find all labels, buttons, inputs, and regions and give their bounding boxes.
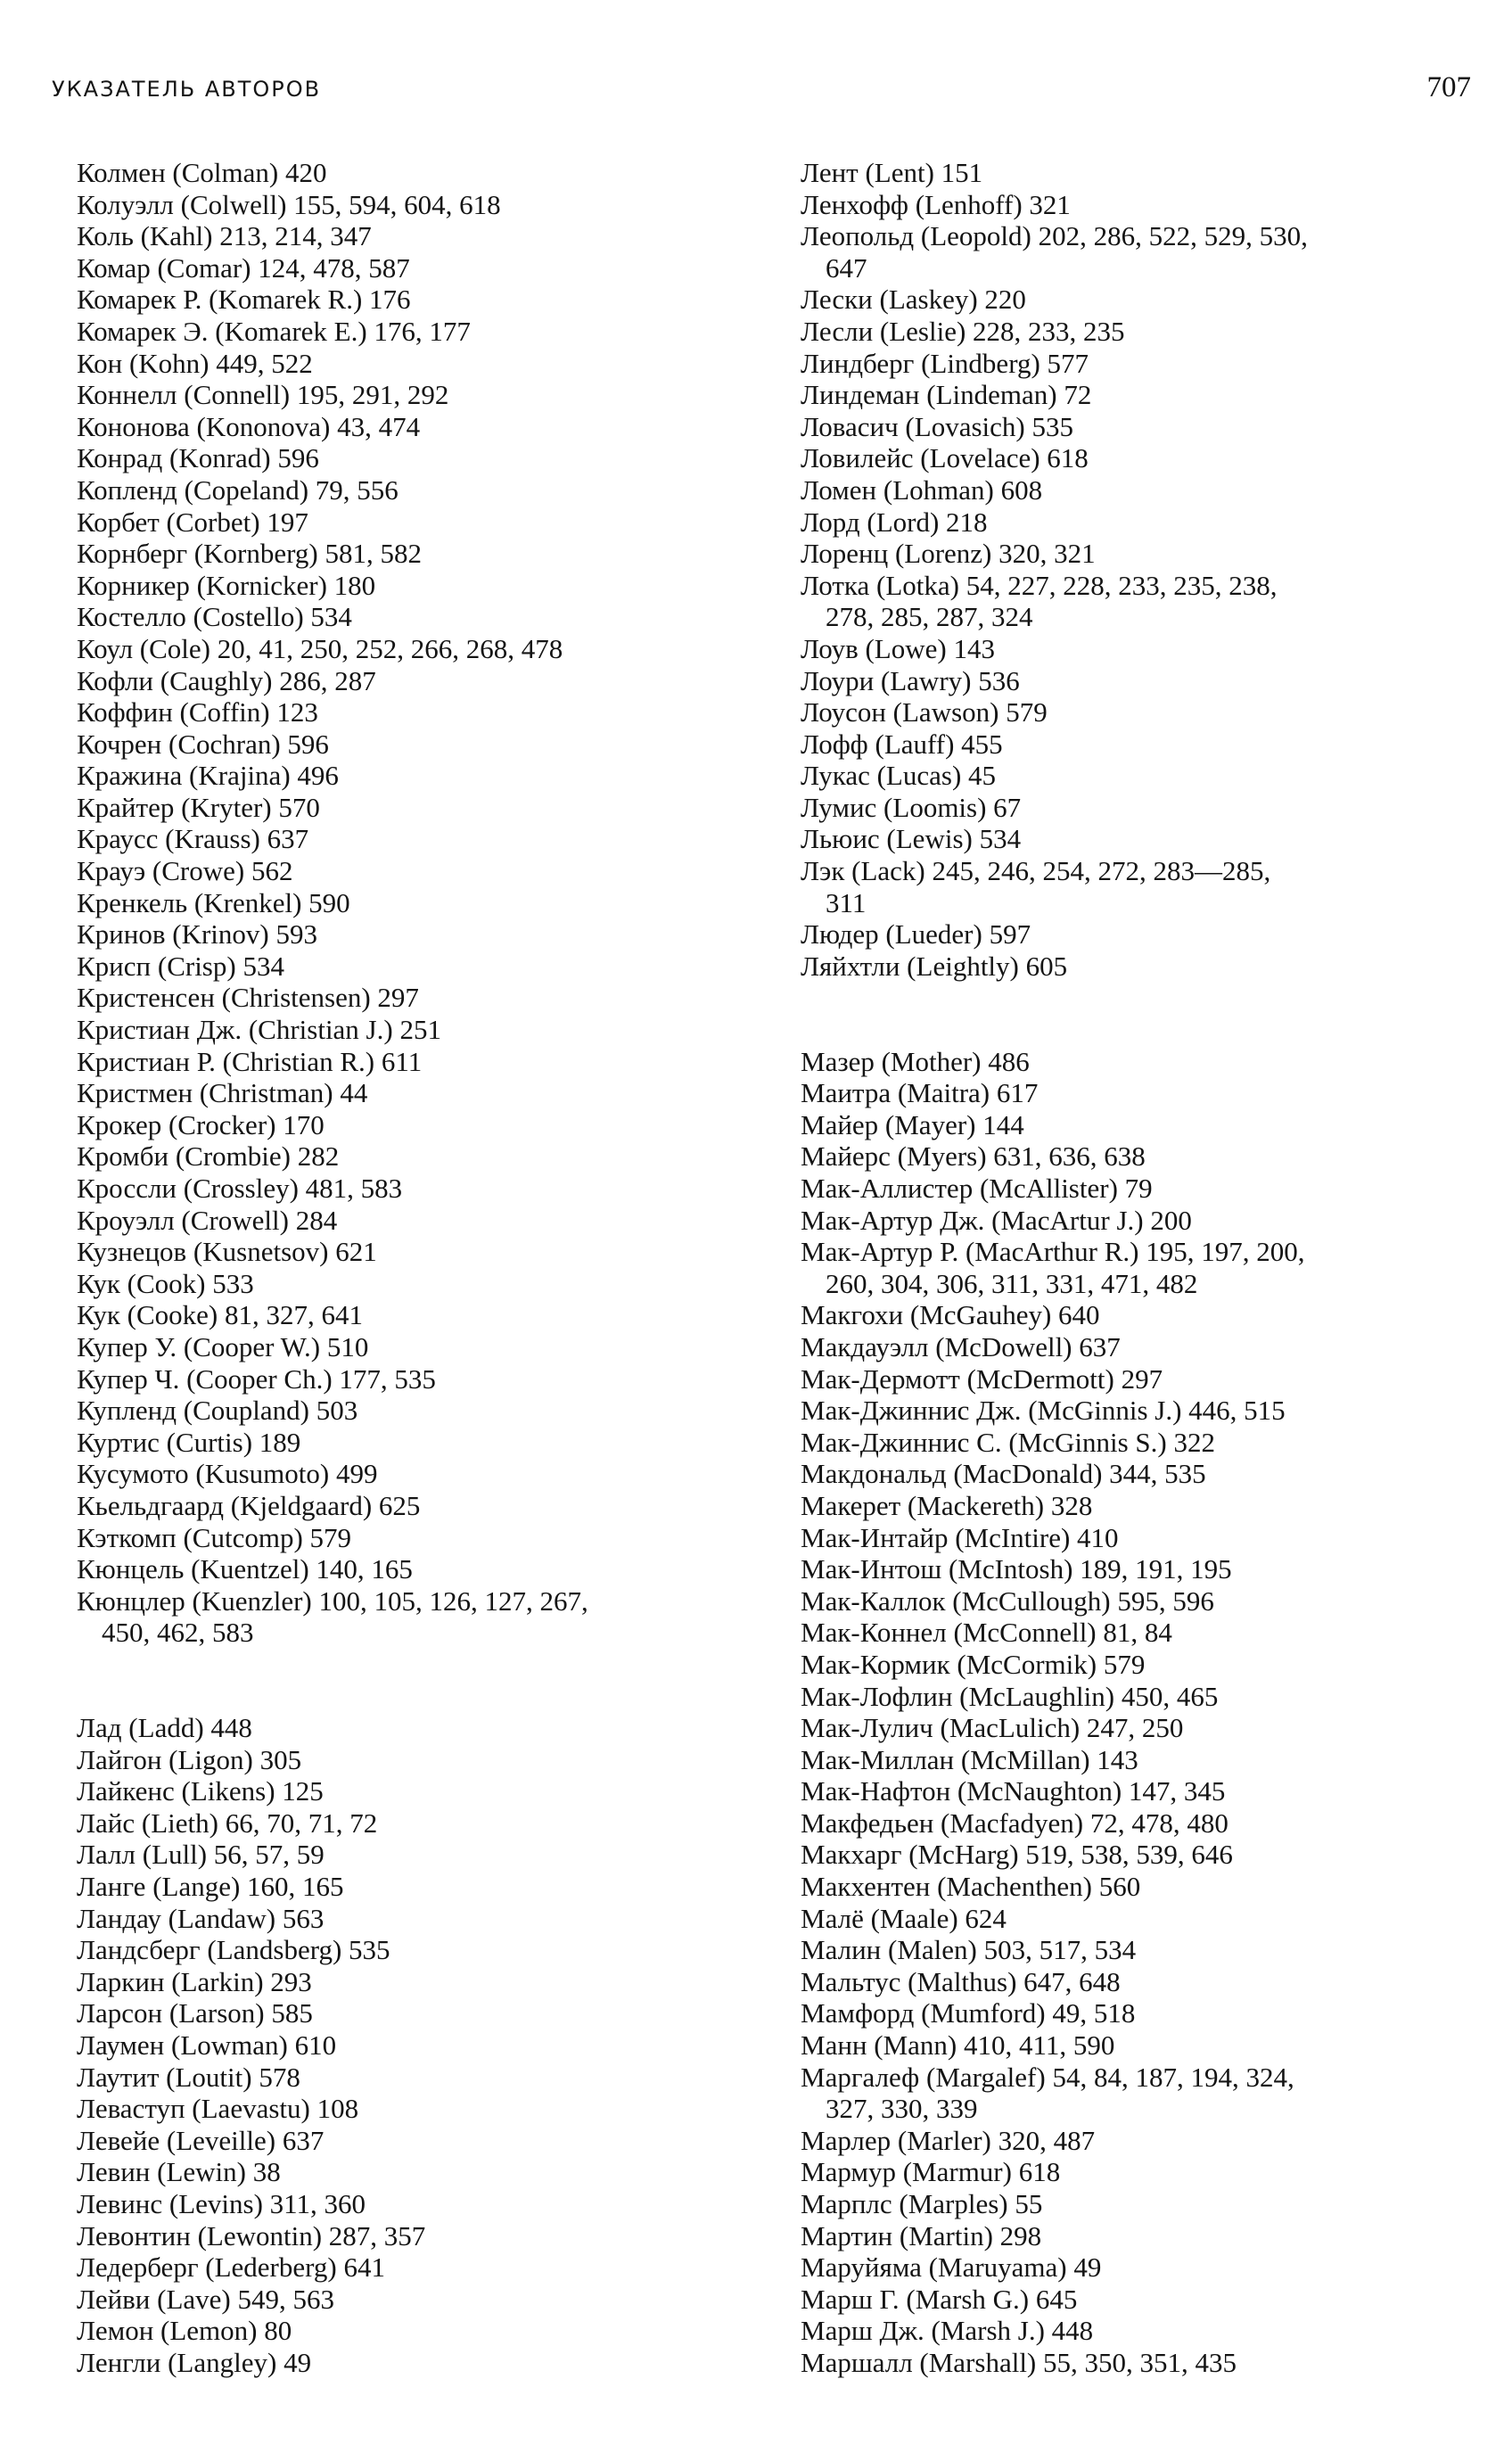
- index-entry: [801, 1871, 1469, 1903]
- index-entry-text: Линдеман (Lindeman) 72: [801, 379, 1092, 411]
- index-entry: [77, 1997, 745, 2029]
- index-entry-text: Линдберг (Lindberg) 577: [801, 347, 1089, 379]
- index-entry: [801, 696, 1469, 728]
- index-entry-text: Коул (Cole) 20, 41, 250, 252, 266, 268, 478: [77, 632, 563, 664]
- index-entry-text: Мак-Кормик (McCormik) 579: [801, 1648, 1146, 1680]
- index-entry-continuation: 327, 330, 339: [826, 2093, 978, 2125]
- index-entry-text: Мак-Артур Р. (MacArthur R.) 195, 197, 200,: [801, 1236, 1305, 1268]
- index-entry: [77, 1427, 745, 1459]
- index-entry: [801, 2220, 1469, 2252]
- index-entry: [77, 570, 745, 602]
- index-entry-text: Мак-Нафтон (McNaughton) 147, 345: [801, 1775, 1226, 1807]
- index-entry-continuation: 260, 304, 306, 311, 331, 471, 482: [826, 1267, 1198, 1299]
- index-entry-text: Лаутит (Loutit) 578: [77, 2061, 300, 2093]
- index-entry: [801, 2251, 1469, 2284]
- index-entry-text: Маруйяма (Maruyama) 49: [801, 2251, 1102, 2284]
- index-entry-text: Колмен (Colman) 420: [77, 157, 327, 188]
- section-gap: [77, 1649, 745, 1712]
- index-entry: [77, 2029, 745, 2062]
- index-section-l: [77, 1712, 745, 2378]
- index-entry: [77, 2220, 745, 2252]
- index-entry: [77, 1966, 745, 1998]
- index-entry-text: Колуэлл (Colwell) 155, 594, 604, 618: [77, 188, 501, 220]
- index-entry: [801, 348, 1469, 380]
- index-entry: [77, 918, 745, 951]
- index-entry-text: Ландсберг (Landsberg) 535: [77, 1934, 390, 1966]
- index-entry-text: Мак-Джиннис С. (McGinnis S.) 322: [801, 1426, 1215, 1458]
- index-column-left: [77, 157, 745, 2379]
- index-entry: [801, 1236, 1469, 1299]
- index-entry: [77, 2347, 745, 2379]
- index-entry-text: Маршалл (Marshall) 55, 350, 351, 435: [801, 2346, 1237, 2378]
- index-entry: [801, 823, 1469, 855]
- index-entry-text: Мамфорд (Mumford) 49, 518: [801, 1997, 1136, 2029]
- index-entry: [77, 1046, 745, 1078]
- index-entry-text: Лад (Ladd) 448: [77, 1712, 252, 1744]
- index-entry-text: Лофф (Lauff) 455: [801, 728, 1003, 760]
- index-entry-text: Ляйхтли (Leightly) 605: [801, 950, 1068, 982]
- index-entry: [77, 823, 745, 855]
- index-entry-text: Ленхофф (Lenhoff) 321: [801, 188, 1071, 220]
- index-entry: [801, 1585, 1469, 1617]
- index-entry: [801, 1617, 1469, 1649]
- index-entry: [801, 442, 1469, 474]
- index-entry: [77, 1077, 745, 1109]
- index-entry-text: Кристенсен (Christensen) 297: [77, 982, 419, 1014]
- index-entry-text: Ланге (Lange) 160, 165: [77, 1871, 344, 1903]
- index-entry-text: Левонтин (Lewontin) 287, 357: [77, 2219, 426, 2251]
- index-entry-text: Манн (Mann) 410, 411, 590: [801, 2029, 1115, 2062]
- index-entry-text: Левинс (Levins) 311, 360: [77, 2188, 366, 2219]
- index-entry: [801, 2347, 1469, 2379]
- index-entry: [77, 506, 745, 539]
- index-entry-text: Кристиан Дж. (Christian J.) 251: [77, 1014, 441, 1046]
- index-entry: [77, 887, 745, 919]
- index-entry: [801, 2315, 1469, 2347]
- index-entry: [77, 1871, 745, 1903]
- index-entry-text: Кроуэлл (Crowell) 284: [77, 1204, 338, 1236]
- index-entry-text: Кон (Kohn) 449, 522: [77, 347, 313, 379]
- index-entry-text: Кристмен (Christman) 44: [77, 1077, 368, 1109]
- index-entry-text: Людер (Lueder) 597: [801, 918, 1031, 951]
- index-entry: [801, 1363, 1469, 1395]
- index-entry: [77, 348, 745, 380]
- index-entry-text: Кристиан Р. (Christian R.) 611: [77, 1045, 423, 1077]
- index-entry-text: Лемон (Lemon) 80: [77, 2315, 292, 2347]
- index-entry: [77, 2093, 745, 2125]
- index-entry: [77, 855, 745, 887]
- index-entry: [77, 951, 745, 983]
- index-entry: [77, 474, 745, 506]
- index-entry-text: Лоури (Lawry) 536: [801, 664, 1020, 696]
- index-entry-text: Лайс (Lieth) 66, 70, 71, 72: [77, 1807, 378, 1839]
- index-entry: [801, 411, 1469, 443]
- index-entry: [801, 538, 1469, 570]
- index-entry-text: Лоув (Lowe) 143: [801, 632, 995, 664]
- index-entry-text: Кузнецов (Kusnetsov) 621: [77, 1236, 377, 1268]
- index-entry-text: Марплс (Marples) 55: [801, 2188, 1043, 2219]
- index-entry-text: Мак-Интайр (McIntire) 410: [801, 1521, 1119, 1553]
- index-entry: [77, 1458, 745, 1490]
- index-entry-text: Коннелл (Connell) 195, 291, 292: [77, 379, 449, 411]
- index-entry-text: Левин (Lewin) 38: [77, 2156, 281, 2188]
- index-entry: [77, 1236, 745, 1268]
- index-entry-text: Малин (Malen) 503, 517, 534: [801, 1934, 1137, 1966]
- index-entry-text: Крокер (Crocker) 170: [77, 1108, 325, 1140]
- index-entry-text: Кюнцлер (Kuenzler) 100, 105, 126, 127, 267,: [77, 1585, 588, 1617]
- index-entry-text: Конрад (Konrad) 596: [77, 442, 319, 474]
- index-entry-text: Лотка (Lotka) 54, 227, 228, 233, 235, 238,: [801, 569, 1278, 601]
- index-entry: [801, 728, 1469, 761]
- index-entry: [801, 1299, 1469, 1331]
- index-entry-text: Макхарг (McHarg) 519, 538, 539, 646: [801, 1839, 1233, 1871]
- index-entry-text: Лайгон (Ligon) 305: [77, 1743, 302, 1775]
- index-entry: [801, 189, 1469, 221]
- index-entry-text: Леопольд (Leopold) 202, 286, 522, 529, 530,: [801, 220, 1308, 252]
- index-entry-text: Костелло (Costello) 534: [77, 601, 352, 633]
- index-entry-text: Крайтер (Kryter) 570: [77, 791, 320, 823]
- index-entry: [801, 1331, 1469, 1363]
- index-entry-text: Мак-Лулич (MacLulich) 247, 250: [801, 1712, 1184, 1744]
- index-entry-text: Макерет (Mackereth) 328: [801, 1489, 1093, 1521]
- index-entry-text: Мак-Миллан (McMillan) 143: [801, 1743, 1138, 1775]
- index-entry: [77, 1934, 745, 1966]
- index-entry-text: Макдауэлл (McDowell) 637: [801, 1330, 1121, 1362]
- index-entry-text: Ловасич (Lovasich) 535: [801, 410, 1073, 442]
- index-entry-text: Мак-Аллистер (McAllister) 79: [801, 1173, 1153, 1204]
- index-entry-text: Кофли (Caughly) 286, 287: [77, 664, 376, 696]
- index-entry-text: Лэк (Lack) 245, 246, 254, 272, 283—285,: [801, 855, 1271, 887]
- index-entry: [801, 1903, 1469, 1935]
- index-entry: [801, 1490, 1469, 1522]
- index-entry-text: Ландау (Landaw) 563: [77, 1902, 325, 1934]
- index-entry: [77, 1903, 745, 1935]
- index-entry-text: Кражина (Krajina) 496: [77, 760, 339, 792]
- index-entry-text: Куртис (Curtis) 189: [77, 1426, 301, 1458]
- index-entry: [801, 1077, 1469, 1109]
- index-entry: [77, 792, 745, 824]
- index-entry: [801, 1458, 1469, 1490]
- index-entry: [801, 2029, 1469, 2062]
- index-entry: [77, 633, 745, 665]
- index-entry-text: Кьельдгаард (Kjeldgaard) 625: [77, 1489, 421, 1521]
- index-entry-text: Корбет (Corbet) 197: [77, 506, 308, 538]
- index-entry-text: Купленд (Coupland) 503: [77, 1395, 358, 1427]
- index-entry: [801, 220, 1469, 284]
- index-entry: [77, 411, 745, 443]
- index-entry: [801, 2125, 1469, 2157]
- index-entry-text: Коль (Kahl) 213, 214, 347: [77, 220, 372, 252]
- index-entry-text: Марш Дж. (Marsh J.) 448: [801, 2315, 1094, 2347]
- index-entry: [77, 1490, 745, 1522]
- section-gap: [801, 982, 1469, 1045]
- index-entry: [77, 1522, 745, 1554]
- index-entry-text: Мак-Коннел (McConnell) 81, 84: [801, 1617, 1172, 1649]
- index-entry-text: Крисп (Crisp) 534: [77, 950, 284, 982]
- index-entry: [801, 506, 1469, 539]
- index-entry-text: Комарек Э. (Komarek E.) 176, 177: [77, 315, 471, 347]
- index-entry-text: Кренкель (Krenkel) 590: [77, 886, 350, 918]
- index-entry: [801, 1109, 1469, 1141]
- index-entry-text: Лумис (Loomis) 67: [801, 791, 1022, 823]
- index-entry: [77, 760, 745, 792]
- index-entry: [77, 157, 745, 189]
- index-entry: [801, 633, 1469, 665]
- index-entry-text: Купер У. (Cooper W.) 510: [77, 1330, 369, 1362]
- index-entry: [77, 1712, 745, 1744]
- index-section-m: [801, 1046, 1469, 2379]
- index-entry: [801, 316, 1469, 348]
- index-entry: [801, 2156, 1469, 2188]
- index-entry-text: Коффин (Coffin) 123: [77, 696, 318, 728]
- index-entry-text: Ленгли (Langley) 49: [77, 2346, 312, 2378]
- index-entry-text: Лейви (Lave) 549, 563: [77, 2283, 334, 2315]
- index-entry: [801, 379, 1469, 411]
- index-entry-continuation: 278, 285, 287, 324: [826, 601, 1033, 633]
- index-entry: [77, 2284, 745, 2316]
- index-entry-text: Копленд (Copeland) 79, 556: [77, 473, 399, 506]
- index-entry-text: Майер (Mayer) 144: [801, 1108, 1024, 1140]
- index-entry-text: Мак-Каллок (McCullough) 595, 596: [801, 1585, 1214, 1617]
- index-entry: [77, 1014, 745, 1046]
- index-entry-text: Льюис (Lewis) 534: [801, 823, 1022, 855]
- index-section-l-continued: [801, 157, 1469, 982]
- index-entry: [801, 1807, 1469, 1840]
- index-entry: [801, 855, 1469, 918]
- index-entry-text: Маргалеф (Margalef) 54, 84, 187, 194, 324,: [801, 2061, 1294, 2093]
- index-entry-text: Кук (Cook) 533: [77, 1267, 254, 1299]
- index-entry-text: Ледерберг (Lederberg) 641: [77, 2251, 385, 2284]
- index-entry-text: Лалл (Lull) 56, 57, 59: [77, 1839, 325, 1871]
- index-entry: [77, 1839, 745, 1871]
- index-entry: [77, 2125, 745, 2157]
- index-entry: [77, 728, 745, 761]
- index-entry: [801, 2188, 1469, 2220]
- index-entry-text: Кочрен (Cochran) 596: [77, 728, 329, 760]
- index-entry: [801, 1553, 1469, 1585]
- index-entry: [801, 2062, 1469, 2125]
- index-entry-text: Марлер (Marler) 320, 487: [801, 2124, 1096, 2156]
- index-entry: [801, 1522, 1469, 1554]
- index-entry-text: Мак-Лофлин (McLaughlin) 450, 465: [801, 1680, 1219, 1712]
- index-entry: [77, 1331, 745, 1363]
- index-entry: [77, 1268, 745, 1300]
- index-entry: [77, 2062, 745, 2094]
- page-header-title: УКАЗАТЕЛЬ АВТОРОВ: [52, 77, 322, 102]
- index-entry-text: Кроссли (Crossley) 481, 583: [77, 1173, 403, 1204]
- index-entry: [77, 1109, 745, 1141]
- index-entry: [801, 474, 1469, 506]
- index-entry: [77, 538, 745, 570]
- index-entry: [801, 951, 1469, 983]
- index-entry-text: Кринов (Krinov) 593: [77, 918, 317, 951]
- index-entry-continuation: 647: [826, 251, 867, 284]
- index-entry: [801, 1775, 1469, 1807]
- index-entry-text: Ларсон (Larson) 585: [77, 1997, 313, 2029]
- index-entry-text: Майерс (Myers) 631, 636, 638: [801, 1140, 1146, 1173]
- index-entry: [77, 442, 745, 474]
- index-entry: [77, 2251, 745, 2284]
- index-entry: [77, 665, 745, 697]
- index-entry: [77, 1299, 745, 1331]
- index-entry: [801, 1649, 1469, 1681]
- index-entry: [77, 601, 745, 633]
- index-entry: [801, 1744, 1469, 1776]
- index-entry-text: Макхентен (Machenthen) 560: [801, 1871, 1141, 1903]
- index-entry-text: Кромби (Crombie) 282: [77, 1140, 340, 1173]
- index-entry-text: Лаумен (Lowman) 610: [77, 2029, 337, 2062]
- index-entry: [77, 1553, 745, 1585]
- index-entry-text: Мак-Интош (McIntosh) 189, 191, 195: [801, 1553, 1232, 1585]
- index-entry-text: Лески (Laskey) 220: [801, 284, 1026, 316]
- index-entry: [77, 1363, 745, 1395]
- index-entry-text: Лайкенс (Likens) 125: [77, 1775, 324, 1807]
- index-entry-text: Лесли (Leslie) 228, 233, 235: [801, 315, 1125, 347]
- index-entry: [801, 1427, 1469, 1459]
- index-entry-text: Мак-Джиннис Дж. (McGinnis J.) 446, 515: [801, 1395, 1286, 1427]
- index-entry-text: Кусумото (Kusumoto) 499: [77, 1458, 378, 1490]
- index-entry: [77, 2188, 745, 2220]
- index-entry: [77, 252, 745, 284]
- index-entry: [77, 1205, 745, 1237]
- index-entry-text: Лукас (Lucas) 45: [801, 760, 997, 792]
- index-entry: [801, 1395, 1469, 1427]
- index-entry-text: Мак-Артур Дж. (MacArtur J.) 200: [801, 1204, 1192, 1236]
- index-entry: [77, 1395, 745, 1427]
- index-entry: [801, 284, 1469, 316]
- index-entry: [801, 918, 1469, 951]
- index-entry-text: Мазер (Mother) 486: [801, 1045, 1030, 1077]
- index-entry: [77, 284, 745, 316]
- index-entry: [77, 220, 745, 252]
- index-entry-text: Краусс (Krauss) 637: [77, 823, 309, 855]
- index-entry: [801, 2284, 1469, 2316]
- index-entry-text: Лоренц (Lorenz) 320, 321: [801, 538, 1096, 570]
- index-entry-text: Корнберг (Kornberg) 581, 582: [77, 538, 422, 570]
- index-entry: [77, 1585, 745, 1649]
- index-entry: [801, 1839, 1469, 1871]
- index-entry: [77, 379, 745, 411]
- index-entry-text: Макфедьен (Macfadyen) 72, 478, 480: [801, 1807, 1228, 1839]
- index-entry: [77, 1807, 745, 1840]
- index-entry-text: Малё (Maale) 624: [801, 1902, 1007, 1934]
- index-entry: [801, 1681, 1469, 1713]
- index-entry: [77, 189, 745, 221]
- index-entry-text: Корникер (Kornicker) 180: [77, 569, 376, 601]
- index-entry-text: Крауэ (Crowe) 562: [77, 855, 293, 887]
- index-entry: [801, 157, 1469, 189]
- index-entry-text: Макдональд (MacDonald) 344, 535: [801, 1458, 1206, 1490]
- index-entry-text: Кэткомп (Cutcomp) 579: [77, 1521, 352, 1553]
- index-entry: [801, 570, 1469, 633]
- index-entry-text: Лент (Lent) 151: [801, 157, 983, 188]
- index-entry-continuation: 311: [826, 886, 867, 918]
- index-entry: [801, 665, 1469, 697]
- index-entry: [801, 1712, 1469, 1744]
- index-entry: [77, 696, 745, 728]
- index-entry-text: Кононова (Kononova) 43, 474: [77, 410, 421, 442]
- index-section-k: [77, 157, 745, 1649]
- index-entry: [801, 1966, 1469, 1998]
- index-entry: [77, 2156, 745, 2188]
- index-entry: [77, 1173, 745, 1205]
- index-entry: [801, 1173, 1469, 1205]
- index-entry-text: Макгохи (McGauhey) 640: [801, 1299, 1100, 1331]
- index-entry-text: Комарек Р. (Komarek R.) 176: [77, 284, 411, 316]
- index-entry-text: Лоусон (Lawson) 579: [801, 696, 1048, 728]
- index-entry: [77, 2315, 745, 2347]
- index-entry-text: Маитра (Maitra) 617: [801, 1077, 1039, 1109]
- index-entry-text: Ловилейс (Lovelace) 618: [801, 442, 1089, 474]
- index-entry-text: Ломен (Lohman) 608: [801, 473, 1043, 506]
- index-column-right: [801, 157, 1469, 2379]
- index-entry-text: Мальтус (Malthus) 647, 648: [801, 1965, 1121, 1997]
- index-entry: [801, 792, 1469, 824]
- index-entry: [77, 982, 745, 1014]
- index-entry: [77, 1140, 745, 1173]
- page-number: 707: [1426, 71, 1471, 103]
- index-entry-text: Купер Ч. (Cooper Ch.) 177, 535: [77, 1362, 436, 1395]
- index-entry-continuation: 450, 462, 583: [102, 1617, 254, 1649]
- index-entry-text: Мармур (Marmur) 618: [801, 2156, 1061, 2188]
- index-entry: [801, 1205, 1469, 1237]
- index-entry-text: Ларкин (Larkin) 293: [77, 1965, 312, 1997]
- index-entry-text: Кук (Cooke) 81, 327, 641: [77, 1299, 363, 1331]
- index-entry-text: Левейе (Leveille) 637: [77, 2124, 325, 2156]
- index-entry-text: Мартин (Martin) 298: [801, 2219, 1042, 2251]
- index-entry: [801, 1934, 1469, 1966]
- index-entry-text: Лорд (Lord) 218: [801, 506, 988, 538]
- index-entry-text: Марш Г. (Marsh G.) 645: [801, 2283, 1078, 2315]
- index-entry: [77, 1775, 745, 1807]
- index-entry: [801, 1997, 1469, 2029]
- index-entry: [801, 760, 1469, 792]
- index-entry-text: Кюнцель (Kuentzel) 140, 165: [77, 1553, 413, 1585]
- index-entry-text: Комар (Comar) 124, 478, 587: [77, 251, 410, 284]
- index-entry-text: Леваступ (Laevastu) 108: [77, 2093, 359, 2125]
- index-entry: [77, 1744, 745, 1776]
- index-entry: [801, 1140, 1469, 1173]
- index-entry-text: Мак-Дермотт (McDermott) 297: [801, 1362, 1163, 1395]
- index-entry: [77, 316, 745, 348]
- index-entry: [801, 1046, 1469, 1078]
